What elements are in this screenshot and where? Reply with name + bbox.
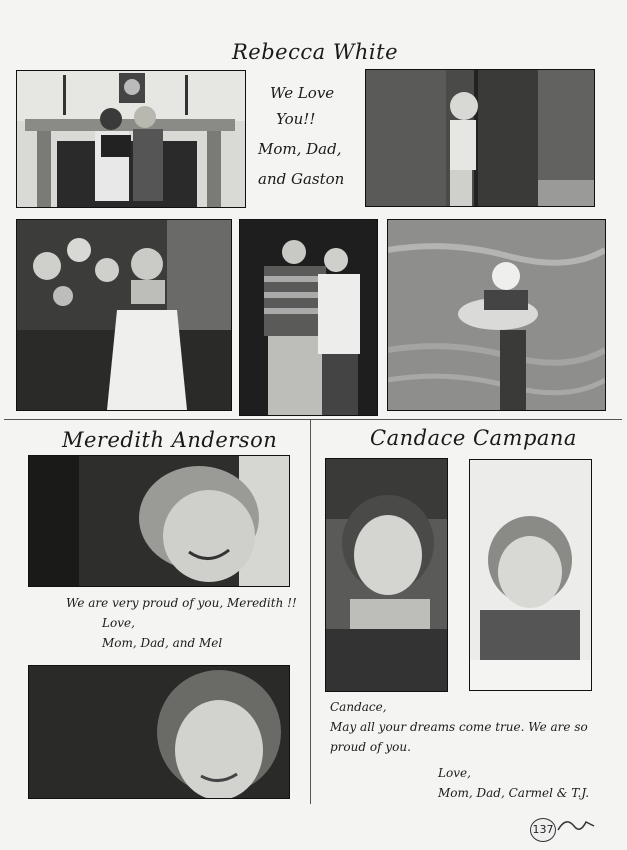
candace-message-line-2: May all your dreams come true. We are so [330,720,588,734]
photo-meredith-teen [28,665,290,799]
page-number: 137 [530,818,556,842]
photo-candace-teen [325,458,448,692]
decorative-swirl-icon [556,812,596,842]
candace-message-line-5: Mom, Dad, Carmel & T.J. [438,786,590,800]
photo-meredith-child [28,455,290,587]
rebecca-message-line-2: You!! [276,110,316,128]
candace-message-line-3: proud of you. [330,740,411,754]
meredith-message-line-2: Love, [102,616,135,630]
photo-toddler-cabinet [365,69,595,207]
meredith-message-line-1: We are very proud of you, Meredith !! [66,596,297,610]
candace-name-heading: Candace Campana [370,426,577,450]
rebecca-message-line-1: We Love [270,84,335,102]
photo-couple [239,219,378,416]
rebecca-name-heading: Rebecca White [232,40,399,64]
rebecca-message-line-3: Mom, Dad, [258,140,342,158]
photo-kids-fireplace [16,70,246,208]
photo-candace-child [469,459,592,691]
meredith-message-line-3: Mom, Dad, and Mel [102,636,223,650]
candace-message-line-4: Love, [438,766,471,780]
rebecca-message-line-4: and Gaston [258,170,345,188]
photo-formal-dress [16,219,232,411]
horizontal-divider [4,419,622,420]
meredith-name-heading: Meredith Anderson [62,428,278,452]
candace-message-line-1: Candace, [330,700,387,714]
photo-swimmer [387,219,606,411]
vertical-divider [310,420,311,804]
